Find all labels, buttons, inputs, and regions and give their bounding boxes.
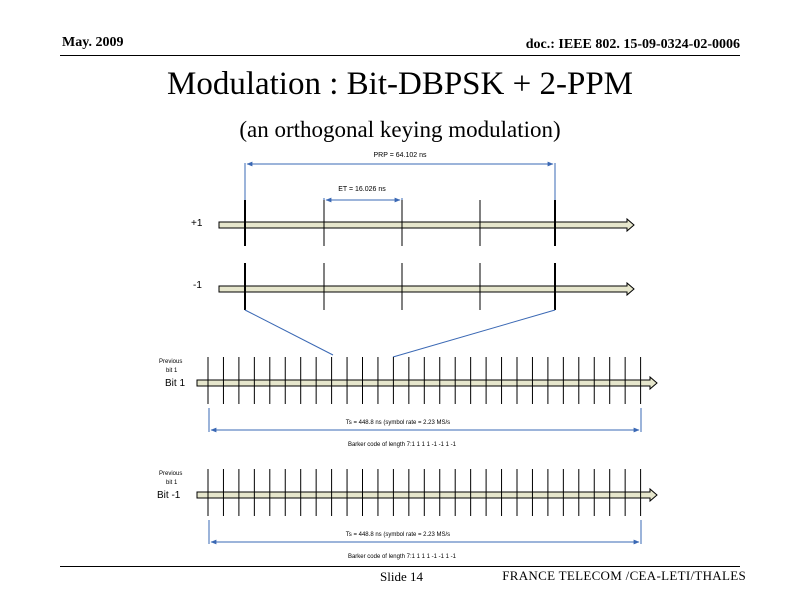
bit1-axis [159,357,657,404]
footer-organization: FRANCE TELECOM /CEA-LETI/THALES [502,568,746,583]
bitm1-label: Bit -1 [157,490,181,501]
previous-bit-label-line2: bit 1 [166,368,178,374]
et-label: ET = 16.026 ns [338,186,386,193]
ts-dimension-2 [209,520,641,560]
barker-label-1: Barker code of length 7:1 1 1 1 -1 -1 1 -1 [347,442,457,448]
bitm1-axis [157,469,657,516]
plus-one-label: +1 [191,218,203,229]
prp-label: PRP = 64.102 ns [373,152,427,159]
et-dimension [324,186,402,215]
plus-one-axis [191,200,634,246]
bit1-label: Bit 1 [165,378,186,389]
header-date: May. 2009 [62,35,124,50]
previous-bit-label-line1: Previous [159,359,183,365]
previous-bit-label-line1-b: Previous [159,471,183,477]
slide-number: Slide 14 [380,569,423,584]
minus-one-axis [193,263,634,310]
ts-label-2: Ts = 448.8 ns (symbol rate = 2.23 MS/s [345,532,451,538]
barker-label-2: Barker code of length 7:1 1 1 1 -1 -1 1 -1 [347,554,457,560]
ts-label-1: Ts = 448.8 ns (symbol rate = 2.23 MS/s [345,420,451,426]
slide-title: Modulation : Bit-DBPSK + 2-PPM [166,66,634,102]
minus-one-label: -1 [193,280,202,291]
ts-dimension-1 [209,408,641,448]
footer-rule [60,566,740,567]
previous-bit-label-line2-b: bit 1 [166,480,178,486]
header-doc-id: doc.: IEEE 802. 15-09-0324-02-0006 [525,37,740,52]
prp-dimension [245,152,555,215]
slide-subtitle: (an orthogonal keying modulation) [239,117,561,142]
zoom-lines [245,310,555,357]
